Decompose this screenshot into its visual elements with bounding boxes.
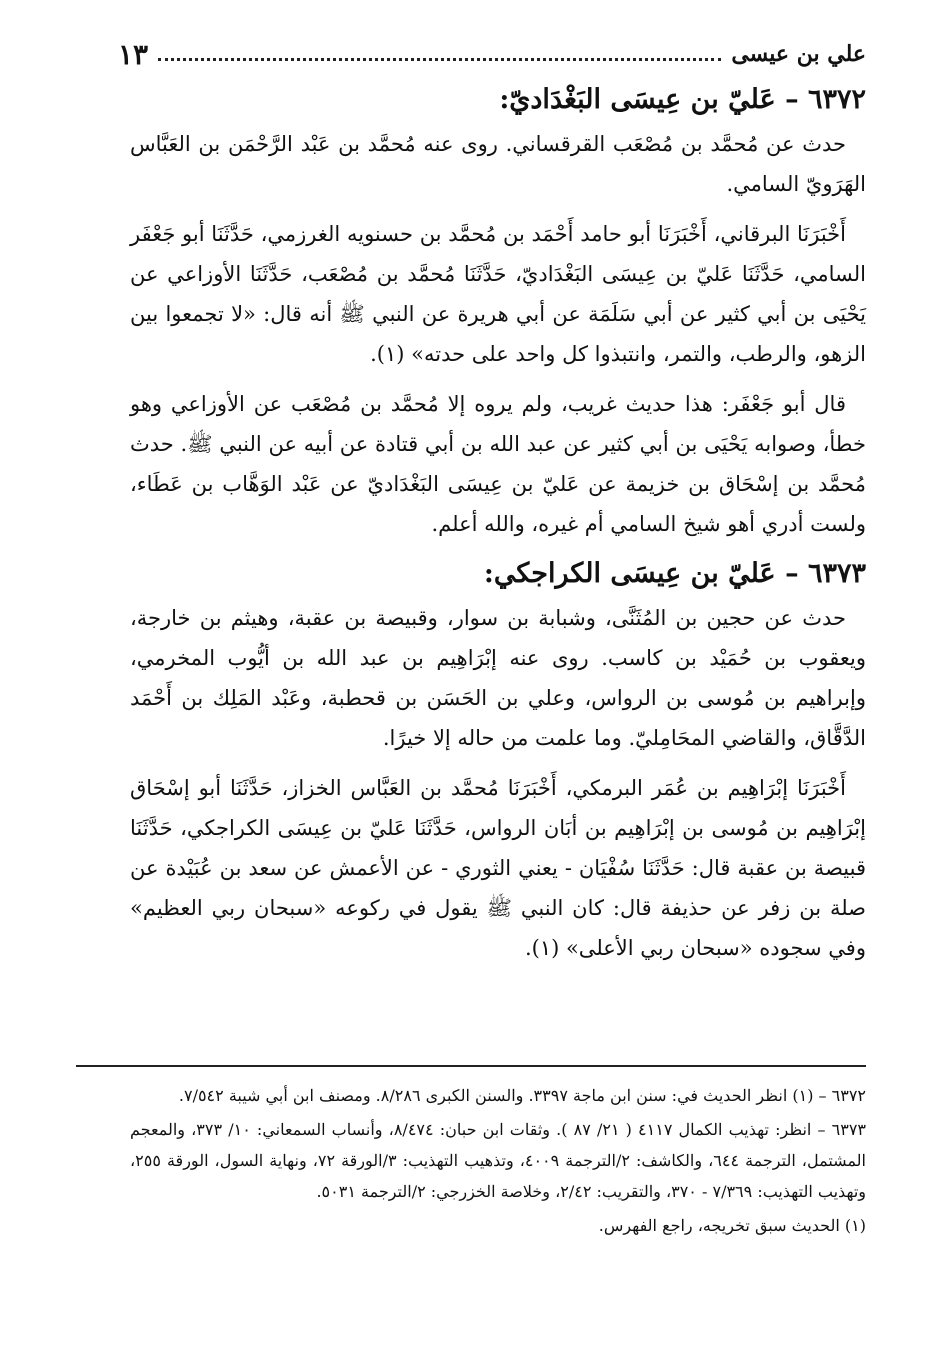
entry-title: ٦٣٧٣ – عَليّ بن عِيسَى الكراجكي:	[483, 558, 866, 589]
footnotes	[130, 1080, 866, 1244]
entry-paragraph: أَخْبَرَنَا البرقاني، أَخْبَرَنَا أبو حامد أَحْمَد بن مُحمَّد بن حسنويه الغرزمي، حَدَّثَنَا أبو جَعْفَر السامي، حَدَّثَنَا عَليّ بن عِيسَى البَغْدَاديّ، حَدَّثَنَا مُحمَّد بن مُصْعَب، حَدَّثَنَا الأوزاعي عن يَحْيَى بن أبي كثير عن أبي سَلَمَة عن أبي هريرة عن النبي ﷺ أنه قال: «لا تجمعوا بين الزهو، والرطب، والتمر، وانتبذوا كل واحد على حدته» (١).	[130, 222, 866, 366]
footnote: ٦٣٧٢ – (١) انظر الحديث في: سنن ابن ماجة ٣٣٩٧. والسنن الكبرى ٨/٢٨٦. ومصنف ابن أبي شيبة ٧/٥٤٢.	[178, 1086, 866, 1105]
running-header-title: علي بن عيسى	[731, 41, 866, 67]
entry-title: ٦٣٧٢ – عَليّ بن عِيسَى البَغْدَاديّ:	[499, 84, 866, 115]
footnote-separator	[76, 1065, 866, 1067]
entry-paragraph: قال أبو جَعْفَر: هذا حديث غريب، ولم يروه إلا مُحمَّد بن مُصْعَب عن الأوزاعي وهو خطأ، وصوابه يَحْيَى بن أبي كثير عن عبد الله بن أبي قتادة عن أبيه عن النبي ﷺ. حدث مُحمَّد بن إسْحَاق بن خزيمة عن عَليّ بن عِيسَى البَغْدَاديّ عن عَبْد الوَهَّاب بن عَطَاء، ولست أدري أهو شيخ السامي أم غيره، والله أعلم.	[130, 392, 866, 536]
entry-paragraph: حدث عن مُحمَّد بن مُصْعَب القرقساني. روى عنه مُحمَّد بن عَبْد الرَّحْمَن بن العَبَّاس الهَرَويّ السامي.	[130, 132, 866, 196]
running-header	[118, 34, 866, 74]
main-text	[130, 80, 866, 978]
footnote: ٦٣٧٣ – انظر: تهذيب الكمال ٤١١٧ ( ٢١/ ٨٧ ). وثقات ابن حبان: ٨/٤٧٤، وأنساب السمعاني: ١٠/ ٣٧٣، والمعجم المشتمل، الترجمة ٦٤٤، والكاشف: ٢/الترجمة ٤٠٠٩، وتذهيب التهذيب: ٣/الورقة ٧٢، ونهاية السول، الورقة ٢٥٥، وتهذيب التهذيب: ٧/٣٦٩ - ٣٧٠، والتقريب: ٢/٤٢، وخلاصة الخزرجي: ٢/الترجمة ٥٠٣١.	[130, 1120, 867, 1201]
entry-6373	[130, 554, 866, 968]
page-number: ١٣	[118, 37, 149, 71]
entry-6372	[130, 80, 866, 544]
entry-paragraph: أَخْبَرَنَا إبْرَاهِيم بن عُمَر البرمكي، أَخْبَرَنَا مُحمَّد بن العَبَّاس الخزاز، حَدَّثَنَا أبو إسْحَاق إبْرَاهِيم بن مُوسى بن إبْرَاهِيم بن أبَان الرواس، حَدَّثَنَا عَليّ بن عِيسَى الكراجكي، حَدَّثَنَا قبيصة بن عقبة قال: حَدَّثَنَا سُفْيَان - يعني الثوري - عن الأعمش عن سعد بن عُبَيْدة عن صلة بن زفر عن حذيفة قال: كان النبي ﷺ يقول في ركوعه «سبحان ربي العظيم» وفي سجوده «سبحان ربي الأعلى» (١).	[130, 776, 866, 960]
leader-dots	[158, 58, 721, 61]
entry-paragraph: حدث عن حجين بن المُثَنَّى، وشبابة بن سوار، وقبيصة بن عقبة، وهيثم بن خارجة، ويعقوب بن حُمَيْد بن كاسب. روى عنه إبْرَاهِيم بن عبد الله بن أيُّوب المخرمي، وإبراهيم بن مُوسى بن الرواس، وعلي بن الحَسَن بن قحطبة، وعَبْد المَلِك بن أَحْمَد الدَّقَّاق، والقاضي المحَامِليّ. وما علمت من حاله إلا خيرًا.	[130, 606, 866, 750]
footnote: (١) الحديث سبق تخريجه، راجع الفهرس.	[598, 1216, 866, 1235]
